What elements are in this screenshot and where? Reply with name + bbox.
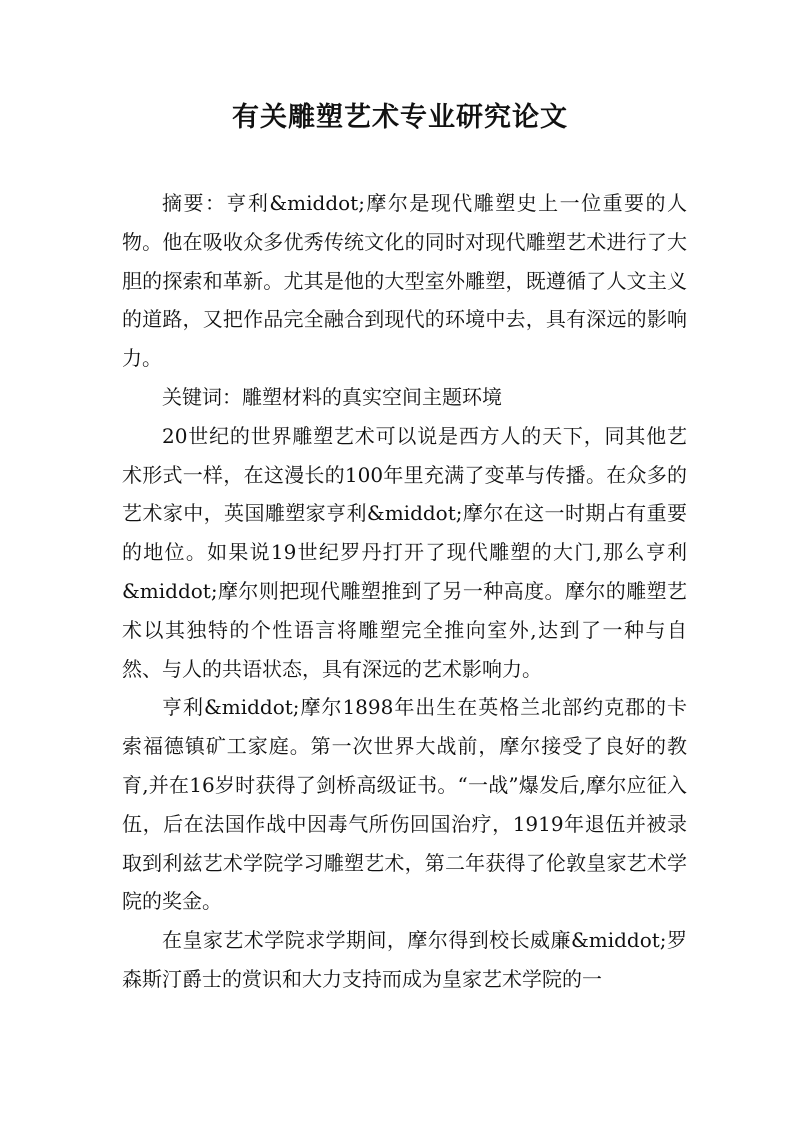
keywords-paragraph: 关键词：雕塑材料的真实空间主题环境 [162,384,502,409]
body-paragraph: 亨利&middot;摩尔1898年出生在英格兰北部约克郡的卡索福德镇矿工家庭。第一次世界大战前，摩尔接受了良好的教育,并在16岁时获得了剑桥高级证书。“一战”爆发后,摩尔应征入伍，后在法国作战中因毒气所伤回国治疗，1919年退伍并被录取到利兹艺术学院学习雕塑艺术，第二年获得了伦敦皇家艺术学院的奖金。 [122,695,687,914]
article-body [122,184,687,999]
body-paragraph: 在皇家艺术学院求学期间，摩尔得到校长威廉&middot;罗森斯汀爵士的赏识和大力支持而成为皇家艺术学院的一 [122,928,687,991]
abstract-paragraph: 摘要：亨利&middot;摩尔是现代雕塑史上一位重要的人物。他在吸收众多优秀传统文化的同时对现代雕塑艺术进行了大胆的探索和革新。尤其是他的大型室外雕塑，既遵循了人文主义的道路，又把作品完全融合到现代的环境中去，具有深远的影响力。 [122,191,687,371]
page-title: 有关雕塑艺术专业研究论文 [232,102,568,133]
body-paragraph: 20世纪的世界雕塑艺术可以说是西方人的天下，同其他艺术形式一样，在这漫长的100年里充满了变革与传播。在众多的艺术家中，英国雕塑家亨利&middot;摩尔在这一时期占有重要的地位。如果说19世纪罗丹打开了现代雕塑的大门,那么亨利&middot;摩尔则把现代雕塑推到了另一种高度。摩尔的雕塑艺术以其独特的个性语言将雕塑完全推向室外,达到了一种与自然、与人的共语状态，具有深远的艺术影响力。 [122,423,687,681]
